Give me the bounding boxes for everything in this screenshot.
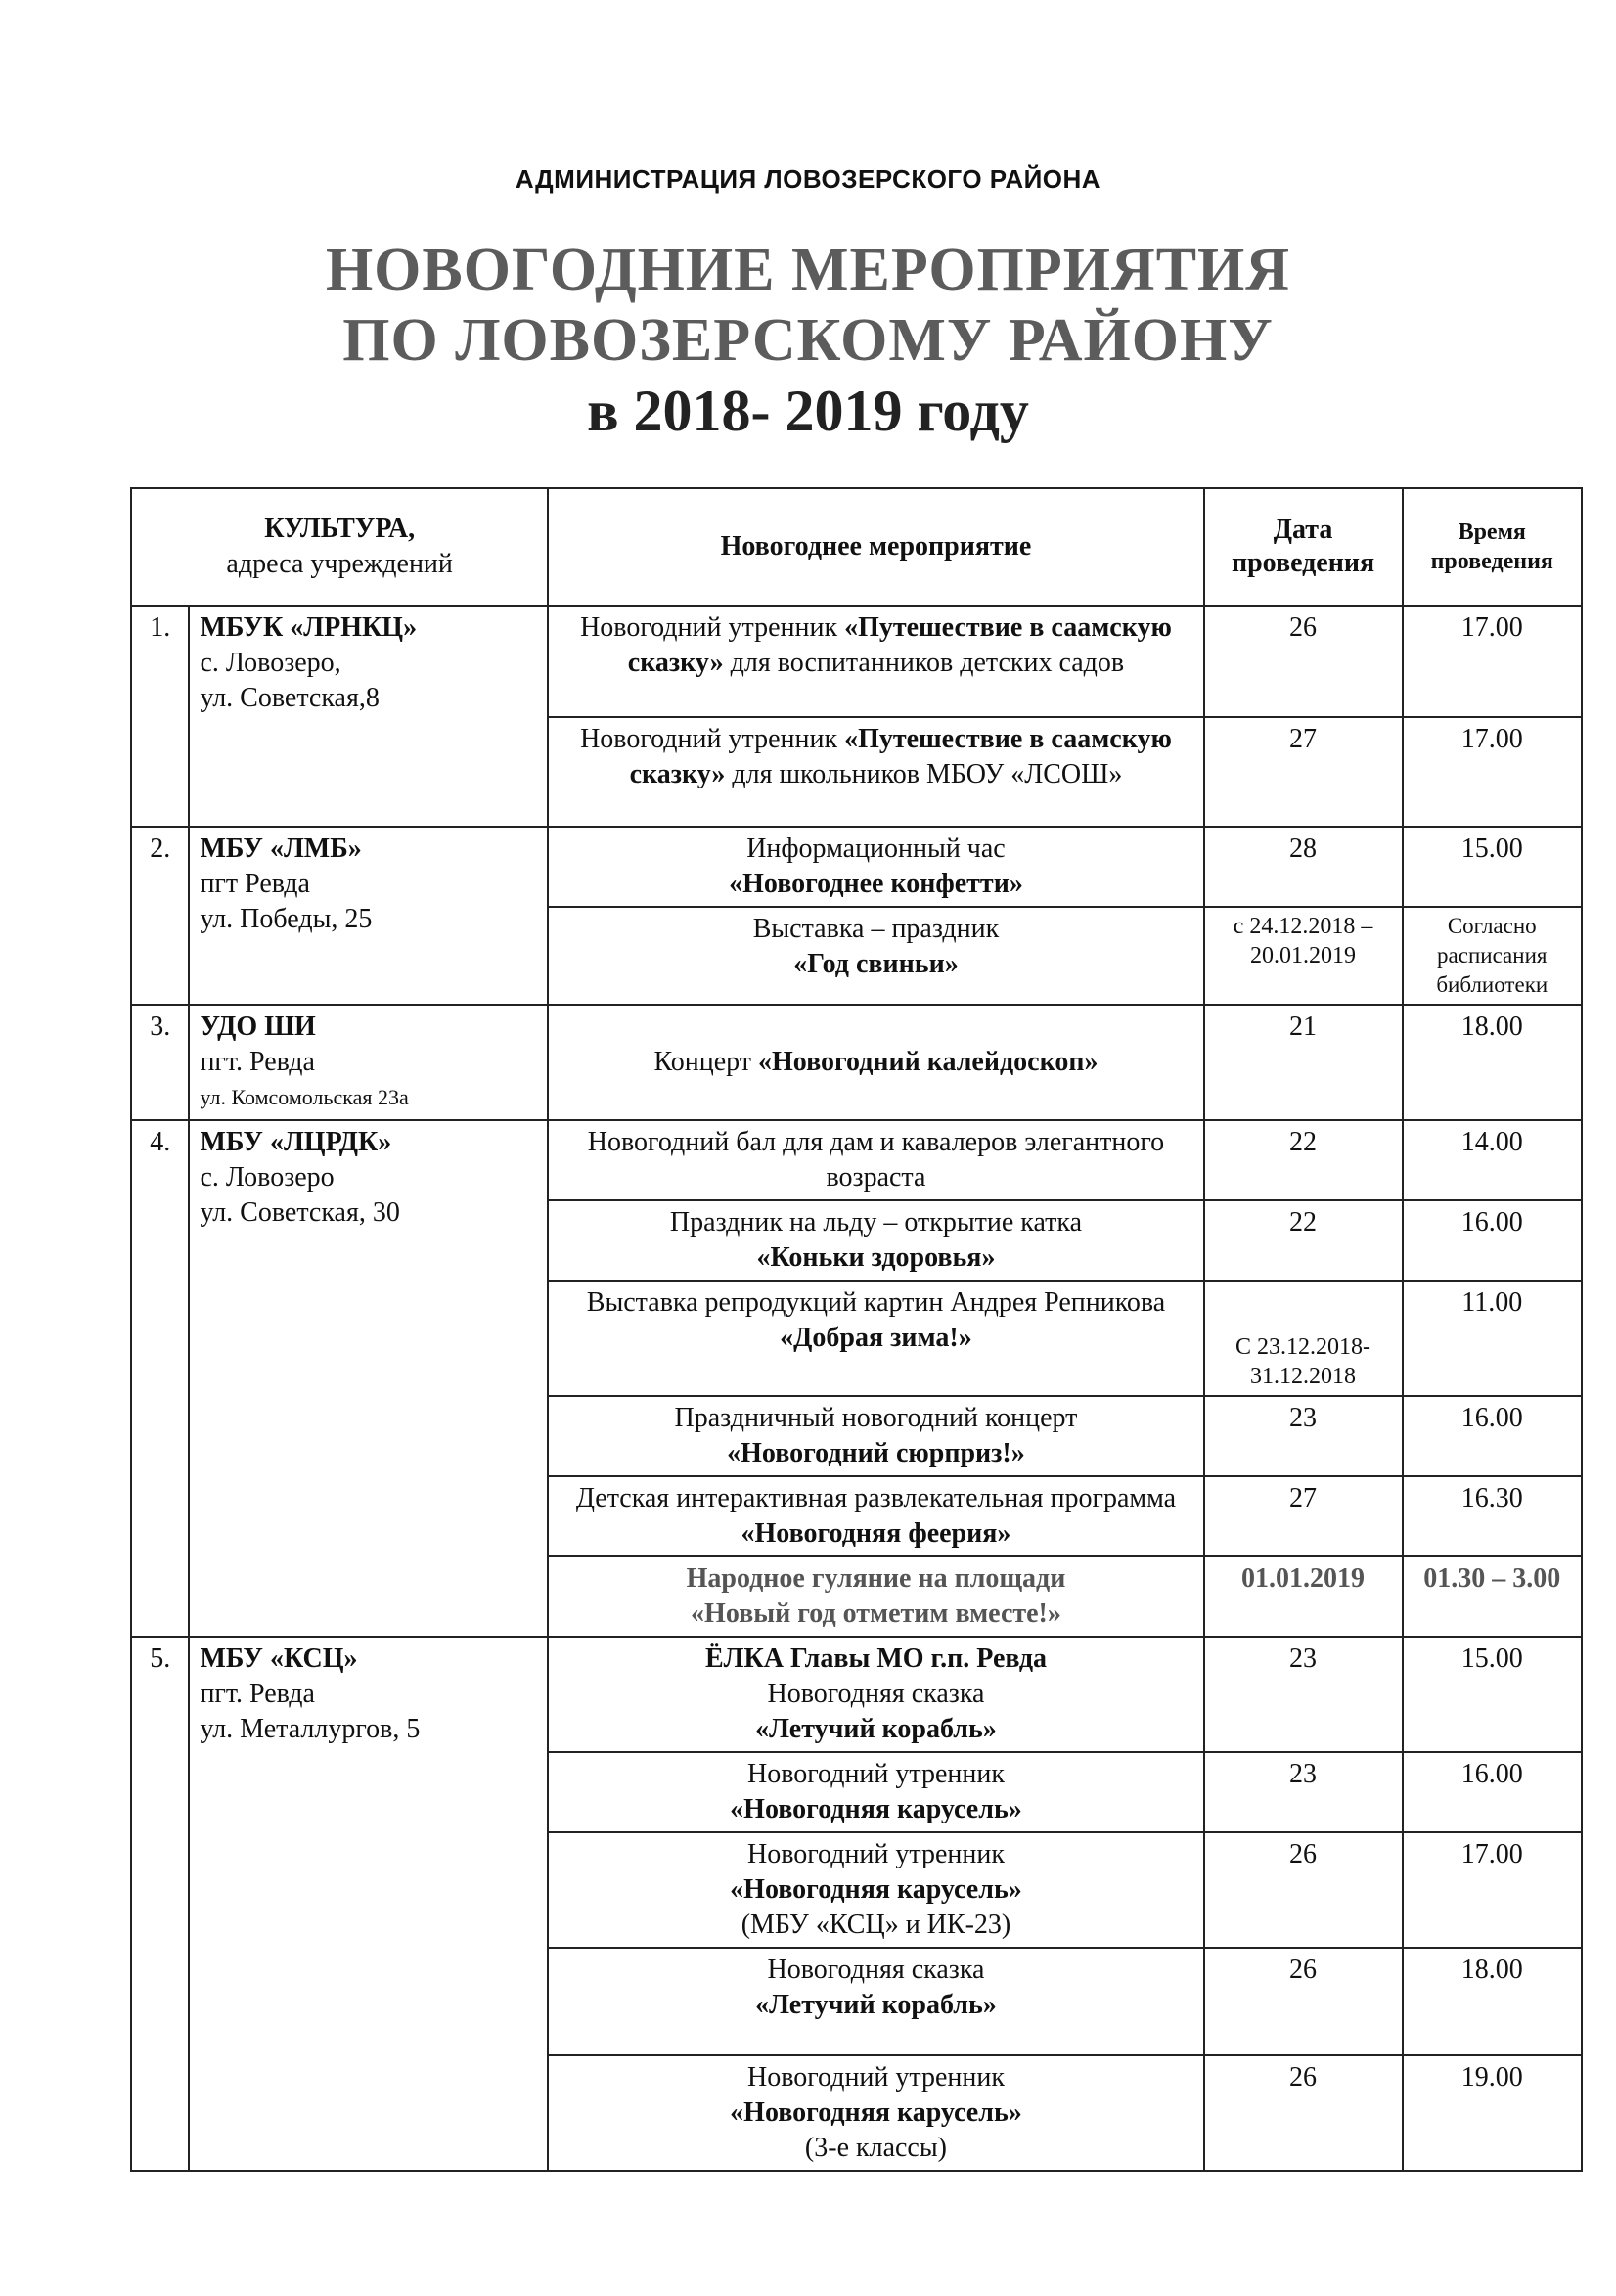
row-number: 5. <box>131 1637 189 2171</box>
event-cell <box>548 1281 1203 1396</box>
event-title: «Новый год отметим вместе!» <box>691 1598 1061 1629</box>
administration-heading: АДМИНИСТРАЦИЯ ЛОВОЗЕРСКОГО РАЙОНА <box>515 164 1101 194</box>
event-date: 23 <box>1204 1637 1403 1752</box>
event-time: 14.00 <box>1403 1120 1582 1200</box>
event-title: «Путешествие в саамскую сказку» <box>627 612 1172 678</box>
event-time: 18.00 <box>1403 1005 1582 1120</box>
event-cell <box>548 717 1203 827</box>
organization-cell <box>189 1637 548 2171</box>
event-text: Новогодняя сказка <box>767 1955 985 1985</box>
event-title: «Летучий корабль» <box>755 1714 997 1744</box>
event-text: Детская интерактивная развлекательная программа <box>575 1483 1177 1513</box>
event-note: для воспитанников детских садов <box>723 648 1125 678</box>
organization-address: с. Ловозеро, <box>200 648 341 678</box>
event-time: 19.00 <box>1403 2055 1582 2171</box>
column-header-culture-subtitle: адреса учреждений <box>226 549 453 579</box>
event-title: «Путешествие в саамскую сказку» <box>629 724 1172 789</box>
organization-name: УДО ШИ <box>200 1012 316 1042</box>
event-cell <box>548 1476 1203 1556</box>
row-number: 2. <box>131 827 189 1005</box>
event-text: Праздничный новогодний концерт <box>674 1403 1078 1433</box>
table-row <box>131 1005 1582 1120</box>
title-line-1: НОВОГОДНИЕ МЕРОПРИЯТИЯ <box>325 237 1291 303</box>
event-date: 28 <box>1204 827 1403 907</box>
table-row <box>131 1637 1582 1752</box>
organization-address: с. Ловозеро <box>200 1162 335 1193</box>
event-title: «Новогоднее конфетти» <box>729 869 1023 899</box>
event-cell <box>548 1637 1203 1752</box>
organization-cell <box>189 1120 548 1637</box>
event-cell <box>548 1200 1203 1281</box>
table-row <box>131 1120 1582 1200</box>
organization-address: пгт. Ревда <box>200 1047 315 1077</box>
organization-name: МБУ «ЛЦРДК» <box>200 1127 392 1157</box>
organization-street: ул. Советская,8 <box>200 683 380 713</box>
event-title: «Новогодняя карусель» <box>730 2097 1022 2128</box>
event-date: 22 <box>1204 1200 1403 1281</box>
event-time: 16.00 <box>1403 1396 1582 1476</box>
event-time: 17.00 <box>1403 1832 1582 1948</box>
event-cell <box>548 907 1203 1005</box>
event-time: 15.00 <box>1403 827 1582 907</box>
event-text: Новогодний утренник <box>746 2062 1005 2093</box>
event-time: 17.00 <box>1403 606 1582 717</box>
event-text: Выставка – праздник <box>752 914 1000 944</box>
event-text: Выставка репродукций картин Андрея Репникова <box>586 1287 1166 1318</box>
event-date: 26 <box>1204 1832 1403 1948</box>
event-note: (3-е классы) <box>804 2133 947 2163</box>
event-date: 26 <box>1204 1948 1403 2055</box>
event-text: Новогодний утренник <box>580 612 845 643</box>
table-row <box>131 606 1582 717</box>
event-title: «Летучий корабль» <box>755 1990 997 2020</box>
event-text: Новогодний бал для дам и кавалеров элегантного возраста <box>587 1127 1165 1193</box>
event-date: 27 <box>1204 1476 1403 1556</box>
column-header-event: Новогоднее мероприятие <box>548 488 1203 606</box>
event-cell <box>548 1832 1203 1948</box>
event-text: Информационный час <box>746 833 1006 864</box>
event-cell <box>548 1948 1203 2055</box>
event-cell <box>548 1396 1203 1476</box>
event-time: 16.30 <box>1403 1476 1582 1556</box>
event-date: 22 <box>1204 1120 1403 1200</box>
page-title <box>0 235 1616 376</box>
event-cell <box>548 1005 1203 1120</box>
organization-address: пгт. Ревда <box>200 1679 315 1709</box>
event-cell <box>548 1752 1203 1832</box>
organization-address: пгт Ревда <box>200 869 310 899</box>
organization-name: МБУ «ЛМБ» <box>200 833 362 864</box>
event-note: для школьников МБОУ «ЛСОШ» <box>725 759 1123 789</box>
row-number: 4. <box>131 1120 189 1637</box>
event-cell <box>548 1120 1203 1200</box>
table-header-row <box>131 488 1582 606</box>
row-number: 1. <box>131 606 189 827</box>
event-text: Новогодняя сказка <box>767 1679 985 1709</box>
organization-street: ул. Металлургов, 5 <box>200 1714 421 1744</box>
event-time: 16.00 <box>1403 1200 1582 1281</box>
organization-cell <box>189 1005 548 1120</box>
event-time: 18.00 <box>1403 1948 1582 2055</box>
event-text: Новогодний утренник <box>746 1759 1005 1789</box>
event-text: Праздник на льду – открытие катка <box>669 1207 1083 1238</box>
organization-street: ул. Победы, 25 <box>200 904 373 934</box>
column-header-culture <box>131 488 548 606</box>
column-header-time: Время проведения <box>1403 488 1582 606</box>
title-year: в 2018- 2019 году <box>587 379 1029 443</box>
event-title: «Новогодняя феерия» <box>741 1518 1011 1549</box>
event-title: «Коньки здоровья» <box>756 1242 996 1273</box>
event-date: 26 <box>1204 2055 1403 2171</box>
row-number: 3. <box>131 1005 189 1120</box>
event-note: (МБУ «КСЦ» и ИК-23) <box>741 1910 1011 1940</box>
events-table <box>130 487 1583 2172</box>
event-time: 15.00 <box>1403 1637 1582 1752</box>
event-title: «Новогодняя карусель» <box>730 1874 1022 1905</box>
event-time: 17.00 <box>1403 717 1582 827</box>
event-date: 23 <box>1204 1396 1403 1476</box>
event-title: «Новогодний калейдоскоп» <box>757 1047 1099 1077</box>
event-text: Концерт <box>653 1047 758 1077</box>
event-heading: ЁЛКА Главы МО г.п. Ревда <box>704 1643 1047 1674</box>
column-header-culture-title: КУЛЬТУРА, <box>264 514 416 544</box>
event-date: С 23.12.2018- 31.12.2018 <box>1204 1281 1403 1396</box>
title-line-2: ПО ЛОВОЗЕРСКОМУ РАЙОНУ <box>342 307 1274 374</box>
organization-street: ул. Комсомольская 23а <box>200 1085 409 1109</box>
event-date: 23 <box>1204 1752 1403 1832</box>
event-text: Новогодний утренник <box>580 724 845 754</box>
event-date: с 24.12.2018 – 20.01.2019 <box>1204 907 1403 1005</box>
organization-street: ул. Советская, 30 <box>200 1197 400 1228</box>
event-text: Народное гуляние на площади <box>686 1563 1066 1594</box>
organization-cell <box>189 827 548 1005</box>
event-cell <box>548 1556 1203 1637</box>
organization-cell <box>189 606 548 827</box>
event-time: 11.00 <box>1403 1281 1582 1396</box>
event-title: «Добрая зима!» <box>780 1323 972 1353</box>
event-time: Согласно расписания библиотеки <box>1403 907 1582 1005</box>
table-row <box>131 827 1582 907</box>
event-title: «Новогодний сюрприз!» <box>727 1438 1025 1468</box>
event-time: 01.30 – 3.00 <box>1403 1556 1582 1637</box>
organization-name: МБУ «КСЦ» <box>200 1643 358 1674</box>
event-cell <box>548 2055 1203 2171</box>
event-date: 01.01.2019 <box>1204 1556 1403 1637</box>
event-date: 27 <box>1204 717 1403 827</box>
event-cell <box>548 827 1203 907</box>
event-cell <box>548 606 1203 717</box>
event-title: «Новогодняя карусель» <box>730 1794 1022 1824</box>
event-time: 16.00 <box>1403 1752 1582 1832</box>
column-header-date: Дата проведения <box>1204 488 1403 606</box>
event-text: Новогодний утренник <box>746 1839 1005 1869</box>
event-date: 21 <box>1204 1005 1403 1120</box>
organization-name: МБУК «ЛРНКЦ» <box>200 612 418 643</box>
event-title: «Год свиньи» <box>793 949 959 979</box>
event-date: 26 <box>1204 606 1403 717</box>
